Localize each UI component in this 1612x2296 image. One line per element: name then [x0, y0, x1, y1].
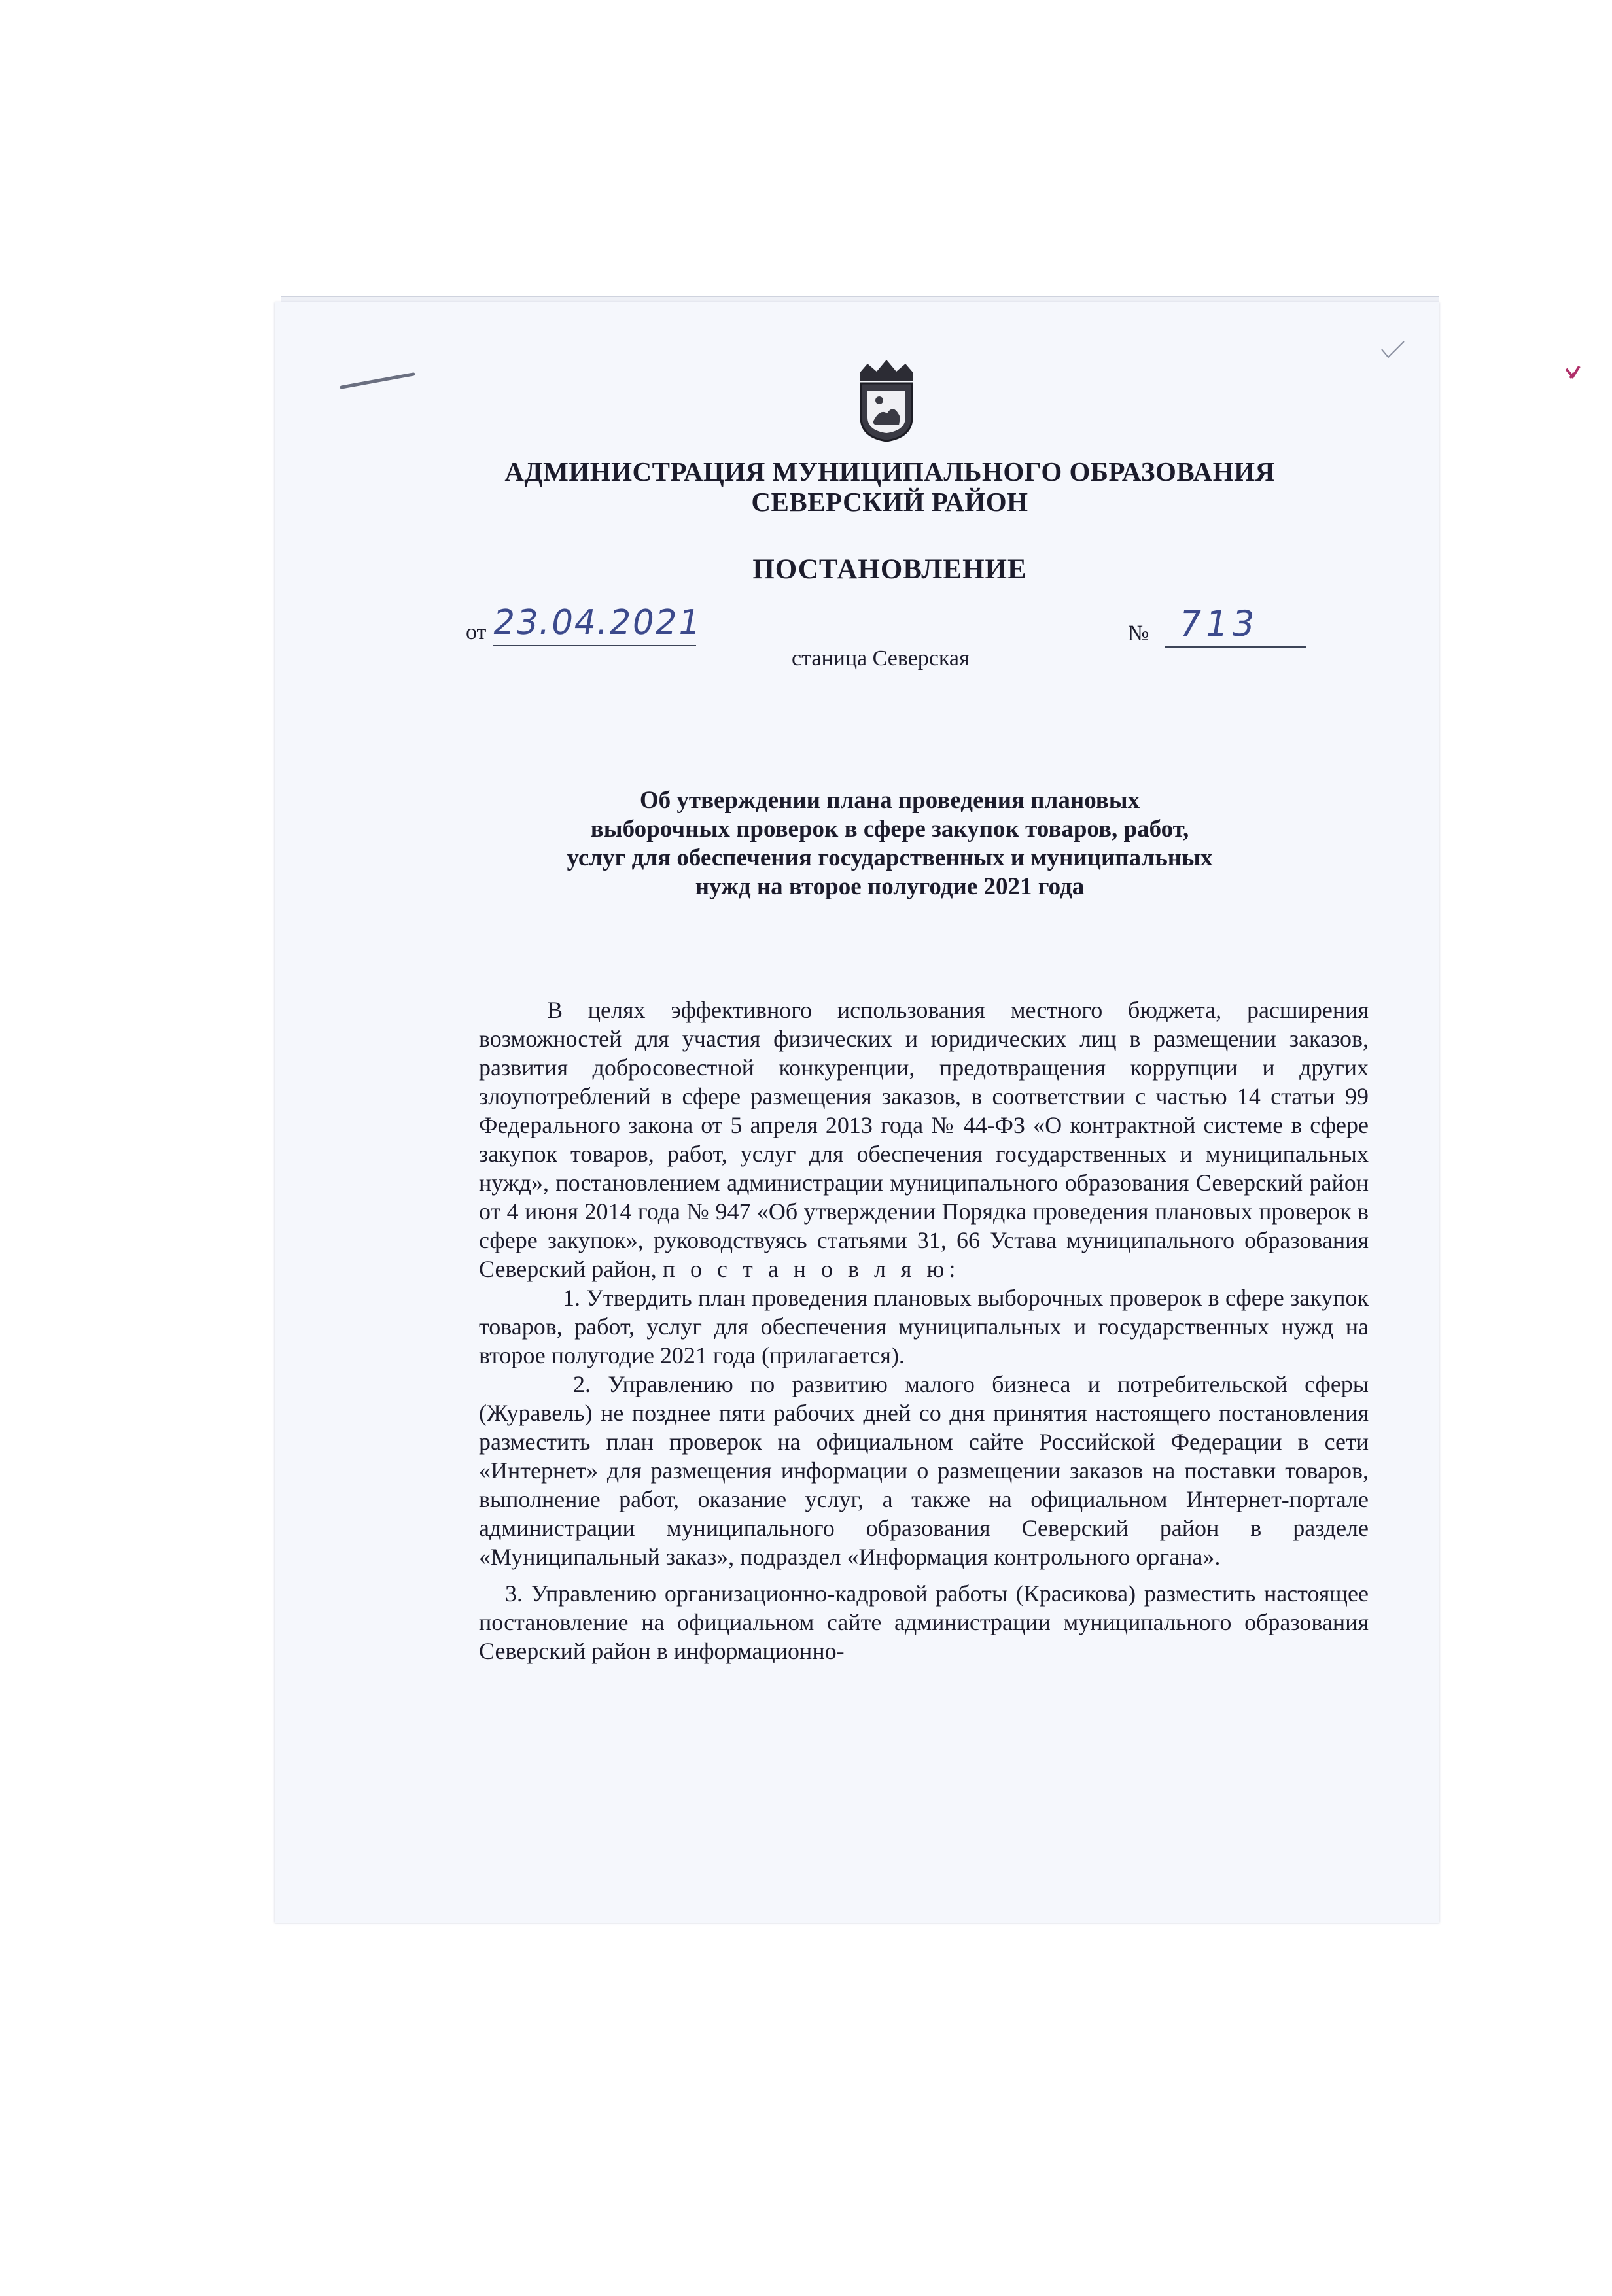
- number-prefix: №: [1128, 621, 1149, 646]
- title-line-1: Об утверждении плана проведения плановых: [639, 787, 1140, 814]
- paragraph-item-1: 1. Утвердить план проведения плановых выборочных проверок в сфере закупок товаров, работ, услуг для обеспечения муниципальных и государственных нужд на второе полугодие 2021 года (прилагается).: [479, 1285, 1369, 1368]
- org-line-2: СЕВЕРСКИЙ РАЙОН: [751, 487, 1028, 517]
- document-body: [479, 996, 1369, 1665]
- document-title: [432, 786, 1348, 901]
- paragraph-item-2: 2. Управлению по развитию малого бизнеса и потребительской сферы (Журавель) не позднее пяти рабочих дней со дня принятия настоящего постановления разместить план проверок на официальном сайте Российской Федерации в сети «Интернет» для размещения информации о размещении заказов на поставки товаров, выполнение работ, оказание услуг, а также на официальном Интернет-портале администрации муниципального образования Северский район в разделе «Муниципальный заказ», подраздел «Информация контрольного органа».: [479, 1371, 1369, 1570]
- title-line-4: нужд на второе полугодие 2021 года: [695, 873, 1085, 900]
- date-handwritten: 23.04.2021: [489, 603, 705, 642]
- date-prefix: от: [466, 620, 487, 644]
- date-underline: [493, 645, 696, 646]
- organization-name: [366, 457, 1413, 517]
- org-line-1: АДМИНИСТРАЦИЯ МУНИЦИПАЛЬНОГО ОБРАЗОВАНИЯ: [504, 457, 1275, 487]
- preamble-text: В целях эффективного использования местного бюджета, расширения возможностей для участия физических и юридических лиц в размещении заказов, развития добросовестной конкуренции, предотвращения коррупции и других злоупотреблений в сфере размещения заказов, в соответствии с частью 14 статьи 99 Федерального закона от 5 апреля 2013 года № 44-ФЗ «О контрактной системе в сфере закупок товаров, работ, услуг для обеспечения государственных и муниципальных нужд», постановлением администрации муниципального образования Северский район от 4 июня 2014 года № 947 «Об утверждении Порядка проведения плановых проверок в сфере закупок», руководствуясь статьями 31, 66 Устава муниципального образования Северский район,: [479, 997, 1369, 1282]
- coat-of-arms-emblem: [853, 357, 920, 442]
- sheet-edge: [281, 296, 1439, 302]
- ink-spot: [1564, 364, 1583, 383]
- check-mark: [1380, 340, 1407, 360]
- paragraph-item-3: 3. Управлению организационно-кадровой работы (Красикова) разместить настоящее постановление на официальном сайте администрации муниципального образования Северский район в информационно-: [479, 1580, 1369, 1664]
- document-type: ПОСТАНОВЛЕНИЕ: [752, 554, 1027, 585]
- title-line-3: услуг для обеспечения государственных и муниципальных: [567, 844, 1213, 871]
- title-line-2: выборочных проверок в сфере закупок товаров, работ,: [590, 816, 1189, 843]
- paragraph-preamble: [479, 996, 1369, 1283]
- pen-stroke-mark: [340, 372, 419, 391]
- number-underline: [1165, 646, 1306, 648]
- number-handwritten: 713: [1175, 603, 1262, 644]
- resolve-word: п о с т а н о в л я ю:: [662, 1256, 960, 1282]
- place-name: станица Северская: [792, 646, 970, 670]
